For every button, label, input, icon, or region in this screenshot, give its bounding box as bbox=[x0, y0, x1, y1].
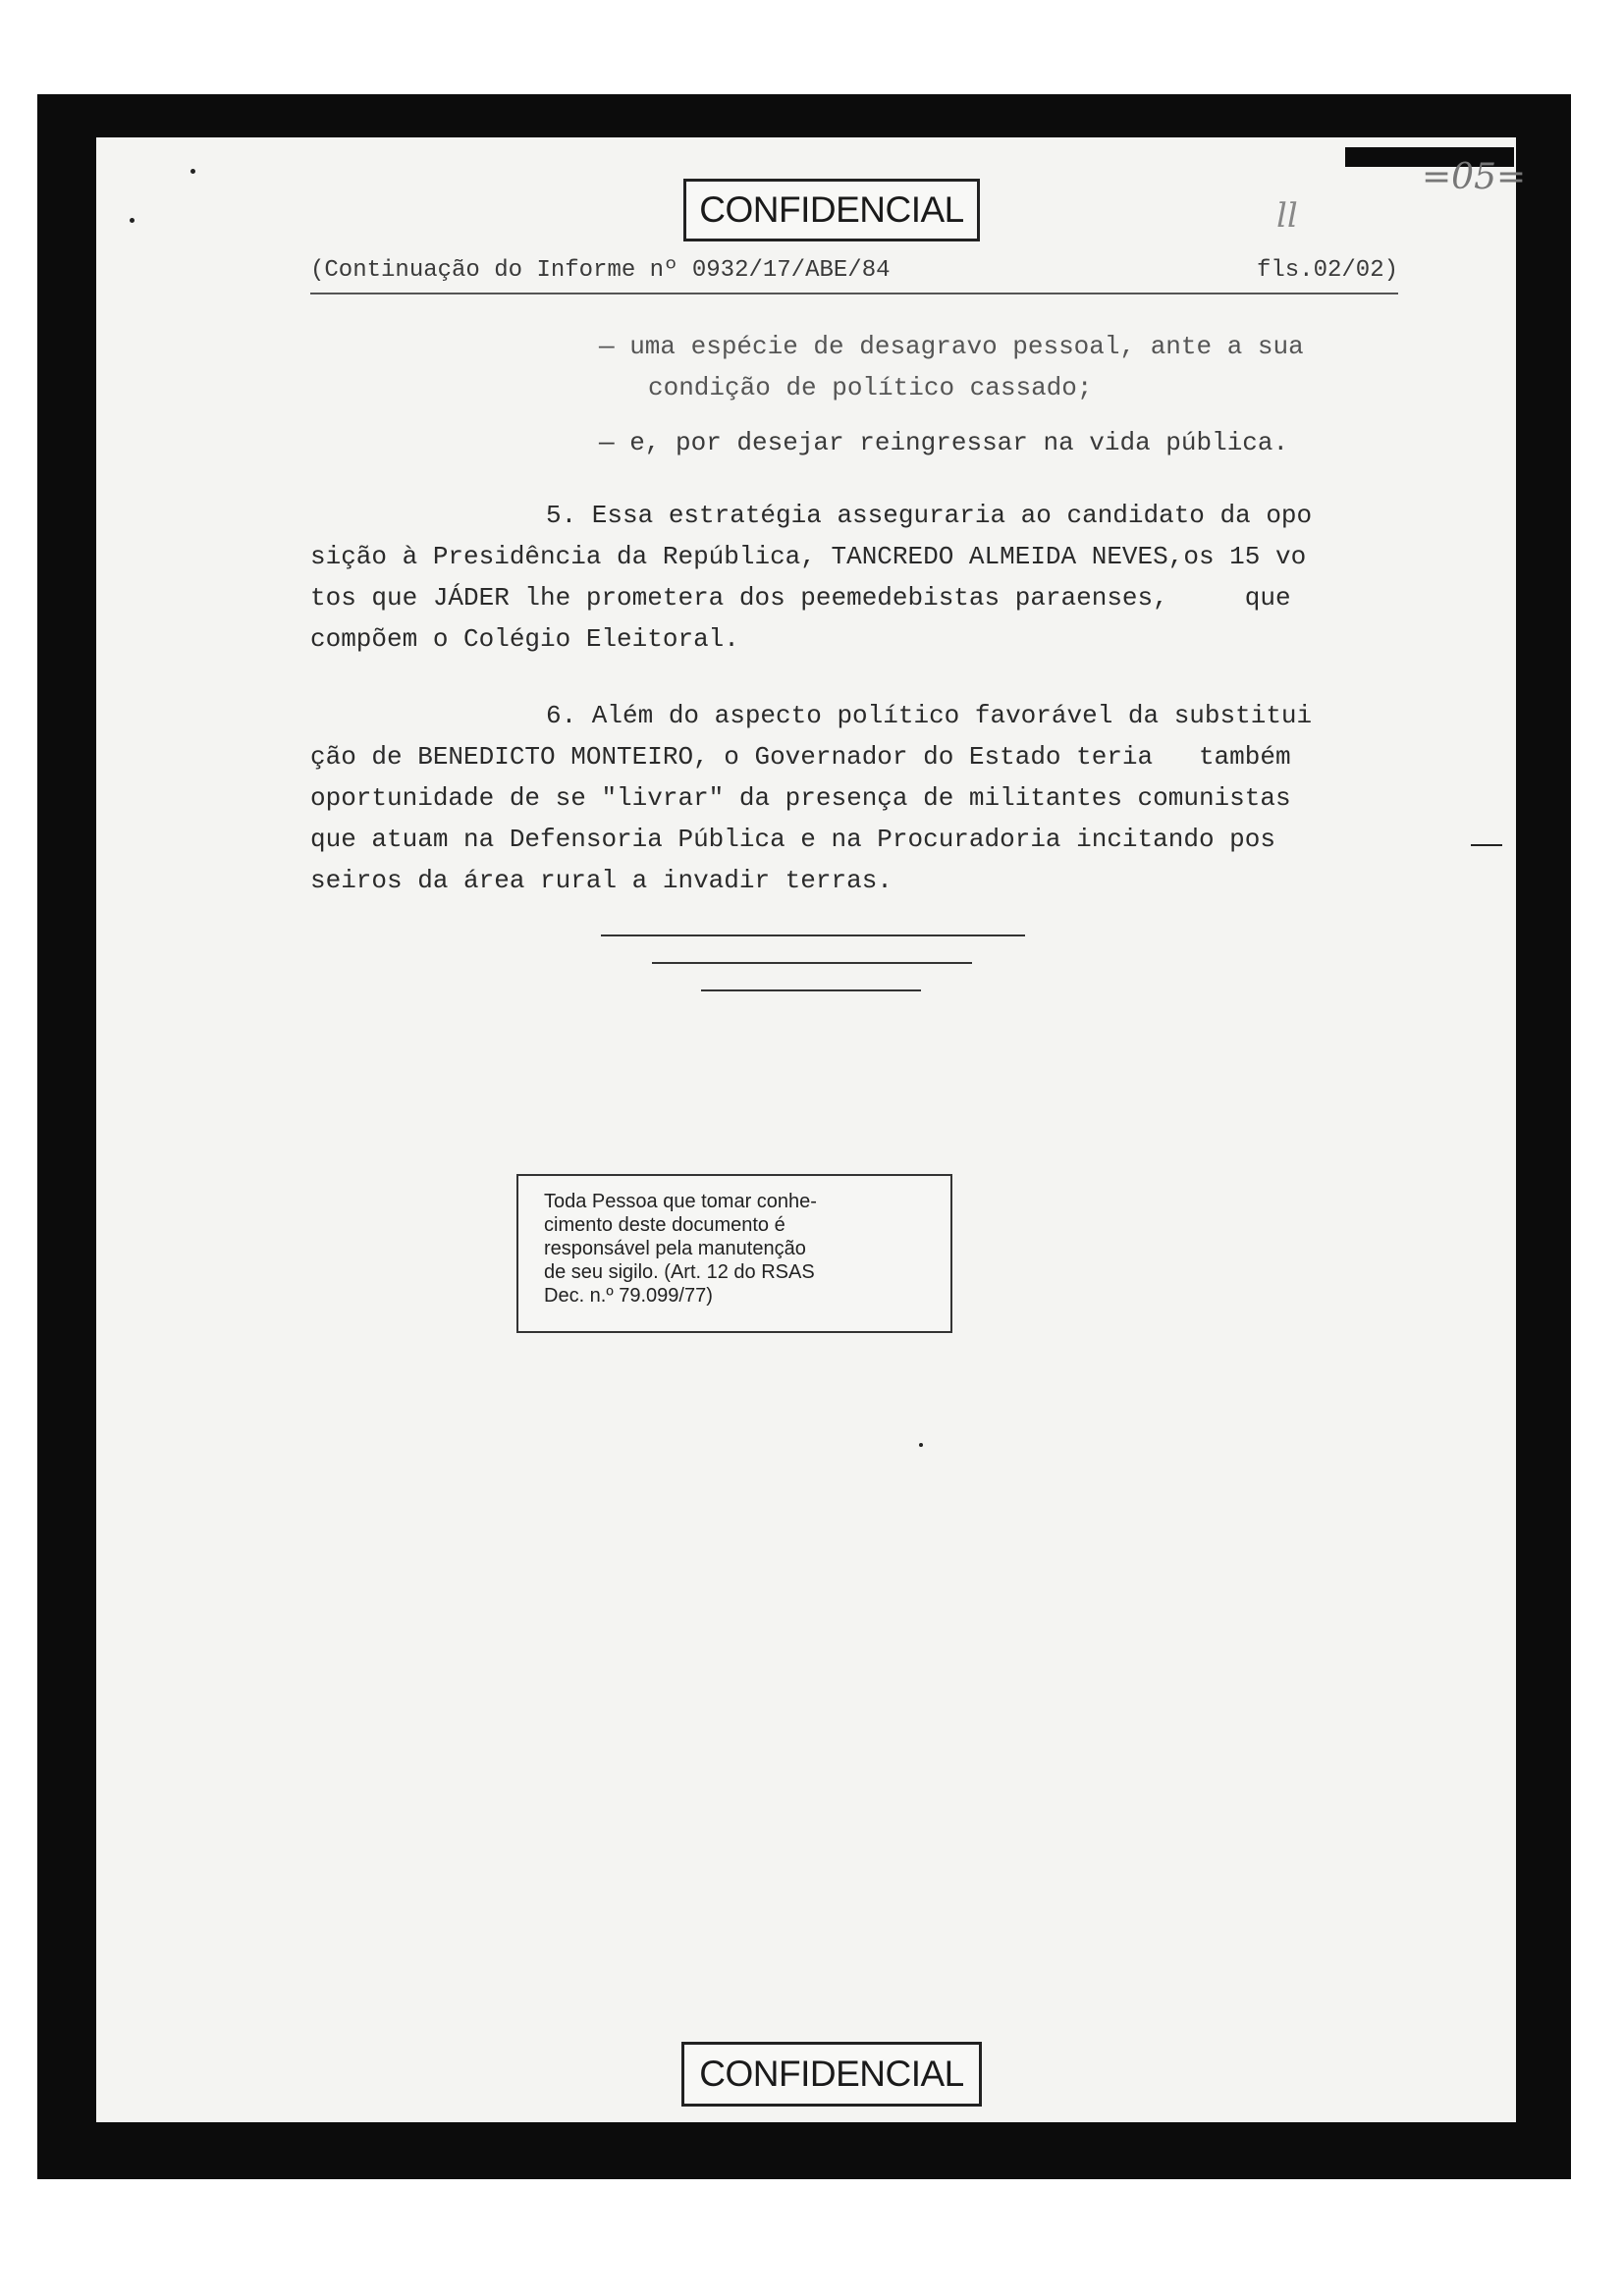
paragraph-6-line-2: ção de BENEDICTO MONTEIRO, o Governador do Estado teria também bbox=[310, 742, 1291, 772]
confidentiality-notice-stamp bbox=[516, 1174, 952, 1333]
closing-rule-2 bbox=[652, 962, 972, 964]
scan-speck bbox=[190, 169, 195, 174]
notice-line-4: de seu sigilo. (Art. 12 do RSAS bbox=[544, 1261, 815, 1283]
paragraph-5-line-4: compõem o Colégio Eleitoral. bbox=[310, 624, 739, 654]
notice-line-1: Toda Pessoa que tomar conhe- bbox=[544, 1191, 817, 1212]
handwritten-page-number: =05= bbox=[1422, 157, 1527, 197]
handwritten-initials: ll bbox=[1276, 196, 1298, 236]
paragraph-6-line-3: oportunidade de se "livrar" da presença de militantes comunistas bbox=[310, 783, 1291, 813]
paragraph-5-line-3: tos que JÁDER lhe prometera dos peemedebistas paraenses, que bbox=[310, 583, 1291, 613]
scan-mark bbox=[1471, 844, 1502, 846]
confidential-stamp-top: CONFIDENCIAL bbox=[683, 179, 980, 241]
paragraph-6-line-1: 6. Além do aspecto político favorável da substitui bbox=[546, 701, 1313, 730]
paragraph-6-line-4: que atuam na Defensoria Pública e na Procuradoria incitando pos bbox=[310, 825, 1275, 854]
closing-rule-1 bbox=[601, 934, 1025, 936]
paragraph-5-line-2: sição à Presidência da República, TANCREDO ALMEIDA NEVES,os 15 vo bbox=[310, 542, 1307, 571]
scan-speck bbox=[130, 218, 135, 223]
document-header bbox=[310, 257, 1398, 294]
sheet-number: fls.02/02) bbox=[1256, 257, 1398, 284]
bullet-item-2: — e, por desejar reingressar na vida pública. bbox=[599, 428, 1289, 457]
bullet-item-1-line-2: condição de político cassado; bbox=[648, 373, 1093, 402]
bullet-item-1-line-1: — uma espécie de desagravo pessoal, ante a sua bbox=[599, 332, 1304, 361]
paragraph-6-line-5: seiros da área rural a invadir terras. bbox=[310, 866, 893, 895]
report-reference: (Continuação do Informe nº 0932/17/ABE/84 bbox=[310, 257, 891, 284]
notice-line-5: Dec. n.º 79.099/77) bbox=[544, 1285, 713, 1307]
confidential-stamp-bottom: CONFIDENCIAL bbox=[681, 2042, 982, 2107]
paragraph-5-line-1: 5. Essa estratégia asseguraria ao candidato da opo bbox=[546, 501, 1313, 530]
notice-line-2: cimento deste documento é bbox=[544, 1214, 785, 1236]
notice-line-3: responsável pela manutenção bbox=[544, 1238, 806, 1259]
closing-rule-3 bbox=[701, 989, 921, 991]
scan-speck bbox=[919, 1443, 923, 1447]
